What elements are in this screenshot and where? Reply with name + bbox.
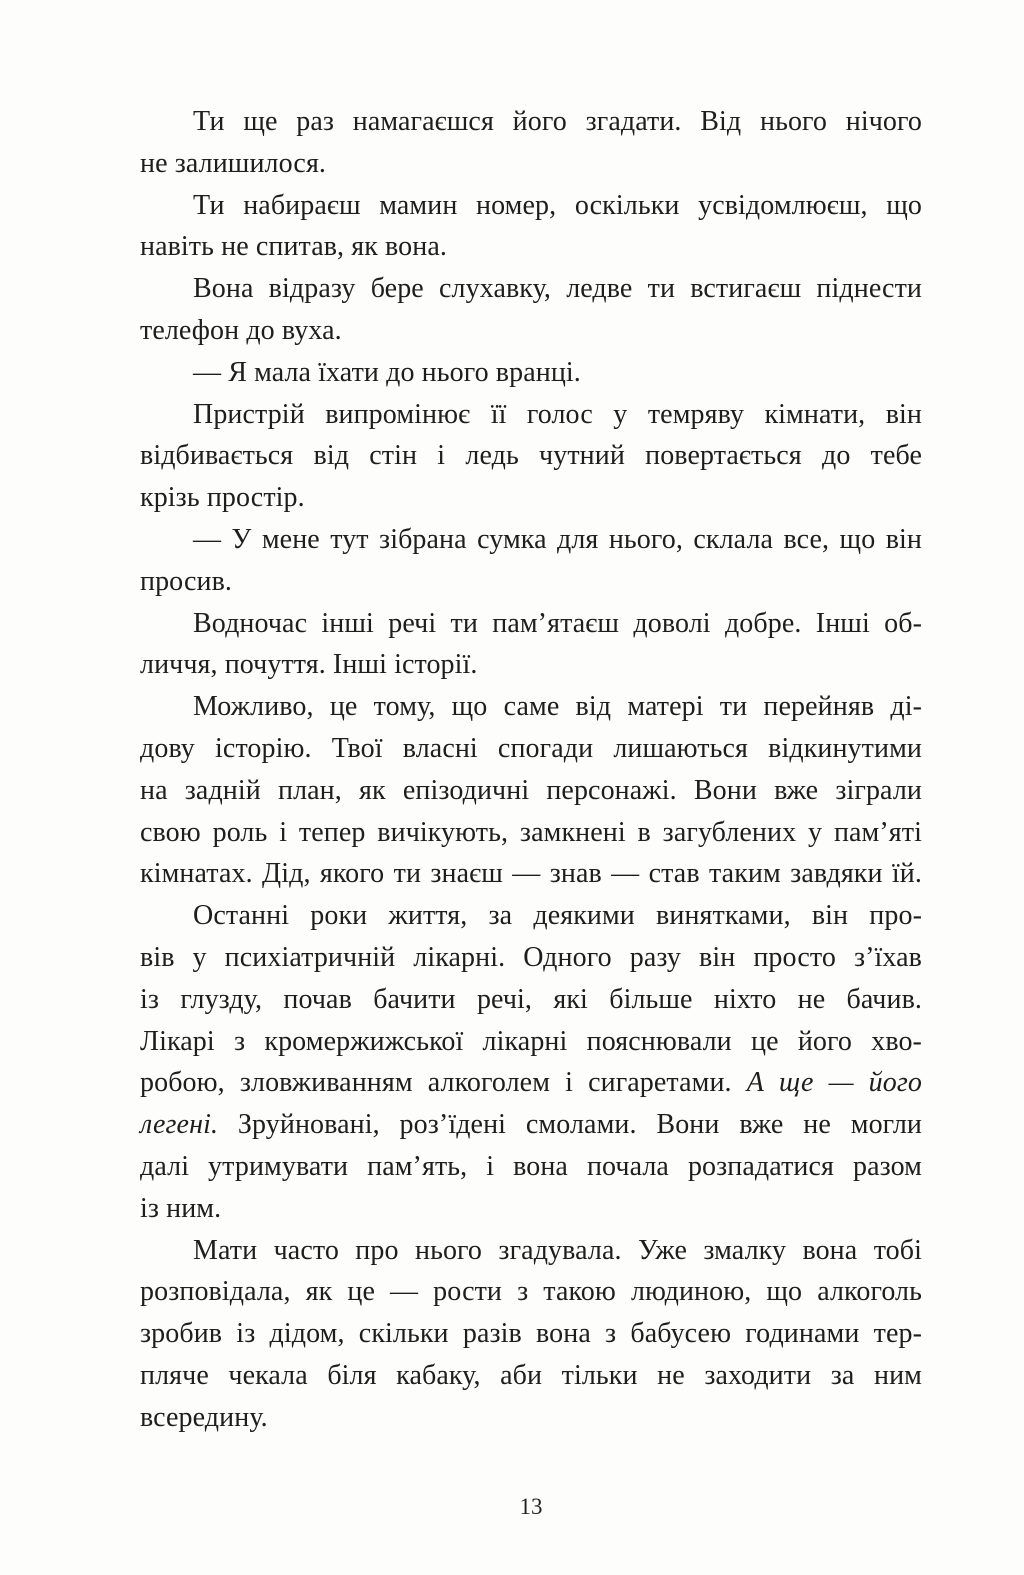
text-segment: зробив із дідом, скільки разів вона з бабусею годинами тер-	[140, 1318, 922, 1350]
text-line	[140, 1271, 922, 1313]
text-segment: відбивається від стін і ледь чутний повертається до тебе	[140, 440, 922, 472]
text-segment: Водночас інші речі ти пам’ятаєш доволі добре. Інші об-	[193, 607, 922, 639]
text-line	[140, 268, 922, 310]
text-line	[140, 603, 922, 645]
text-line	[140, 185, 922, 227]
text-segment: — Я мала їхати до нього вранці.	[193, 356, 581, 388]
text-line	[140, 728, 922, 770]
text-segment: дову історію. Твої власні спогади лишаються відкинутими	[140, 732, 922, 764]
text-segment: кімнатах. Дід, якого ти знаєш — знав — став таким завдяки їй.	[140, 858, 922, 890]
text-line	[140, 853, 922, 895]
text-line	[140, 644, 922, 686]
text-line	[140, 895, 922, 937]
text-segment: розповідала, як це — рости з такою людиною, що алкоголь	[140, 1276, 922, 1308]
text-line	[140, 310, 922, 352]
text-line	[140, 686, 922, 728]
text-line	[140, 352, 922, 394]
text-segment: із ним.	[140, 1192, 222, 1224]
text-line	[140, 1104, 922, 1146]
text-segment: Пристрій випромінює її голос у темряву кімнати, він	[193, 398, 922, 430]
text-segment: всередину.	[140, 1401, 268, 1433]
text-line	[140, 937, 922, 979]
text-segment: — У мене тут зібрана сумка для нього, склала все, що він	[193, 523, 922, 555]
text-line	[140, 435, 922, 477]
text-segment: вів у психіатричній лікарні. Одного разу він просто з’їхав	[140, 941, 922, 973]
text-segment: на задній план, як епізодичні персонажі. Вони вже зіграли	[140, 774, 922, 806]
text-line	[140, 979, 922, 1021]
text-segment: далі утримувати пам’ять, і вона почала розпадатися разом	[140, 1150, 922, 1182]
text-line	[140, 1021, 922, 1063]
text-segment: робою, зловживанням алкоголем і сигаретами.	[140, 1067, 747, 1099]
text-line	[140, 561, 922, 603]
text-line	[140, 143, 922, 185]
italic-text-segment: А ще — його	[746, 1067, 922, 1099]
text-line	[140, 1062, 922, 1104]
italic-text-segment: легені.	[140, 1109, 219, 1141]
page-number: 13	[519, 1494, 543, 1519]
text-line	[140, 519, 922, 561]
page-text	[140, 101, 922, 1439]
text-segment: Ти ще раз намагаєшся його згадати. Від нього нічого	[193, 106, 922, 137]
text-line	[140, 477, 922, 519]
text-line	[140, 101, 922, 143]
text-line	[140, 770, 922, 812]
text-segment: навіть не спитав, як вона.	[140, 231, 447, 263]
text-line	[140, 1230, 922, 1272]
text-segment: Можливо, це тому, що саме від матері ти перейняв ді-	[193, 691, 922, 723]
text-segment: свою роль і тепер вичікують, замкнені в загублених у пам’яті	[140, 816, 922, 848]
text-line	[140, 812, 922, 854]
text-segment: Вона відразу бере слухавку, ледве ти встигаєш піднести	[193, 273, 922, 305]
text-segment: Останні роки життя, за деякими винятками, він про-	[193, 900, 922, 932]
text-line	[140, 226, 922, 268]
text-line	[140, 1188, 922, 1230]
text-segment: Мати часто про нього згадувала. Уже змалку вона тобі	[193, 1234, 922, 1266]
text-segment: Зруйновані, роз’їдені смолами. Вони вже не могли	[218, 1109, 922, 1141]
text-segment: Ти набираєш мамин номер, оскільки усвідомлюєш, що	[193, 189, 922, 221]
text-segment: не залишилося.	[140, 147, 327, 179]
text-line	[140, 1146, 922, 1188]
text-line	[140, 1397, 922, 1439]
text-line	[140, 1355, 922, 1397]
text-segment: телефон до вуха.	[140, 314, 342, 346]
text-segment: Лікарі з кромержижської лікарні пояснювали це його хво-	[140, 1025, 922, 1057]
text-segment: просив.	[140, 565, 233, 597]
text-line	[140, 394, 922, 436]
text-segment: крізь простір.	[140, 482, 305, 514]
text-segment: пляче чекала біля кабаку, аби тільки не заходити за ним	[140, 1359, 922, 1391]
text-line	[140, 1313, 922, 1355]
text-segment: личчя, почуття. Інші історії.	[140, 649, 478, 681]
text-segment: із глузду, почав бачити речі, які більше ніхто не бачив.	[140, 983, 922, 1015]
